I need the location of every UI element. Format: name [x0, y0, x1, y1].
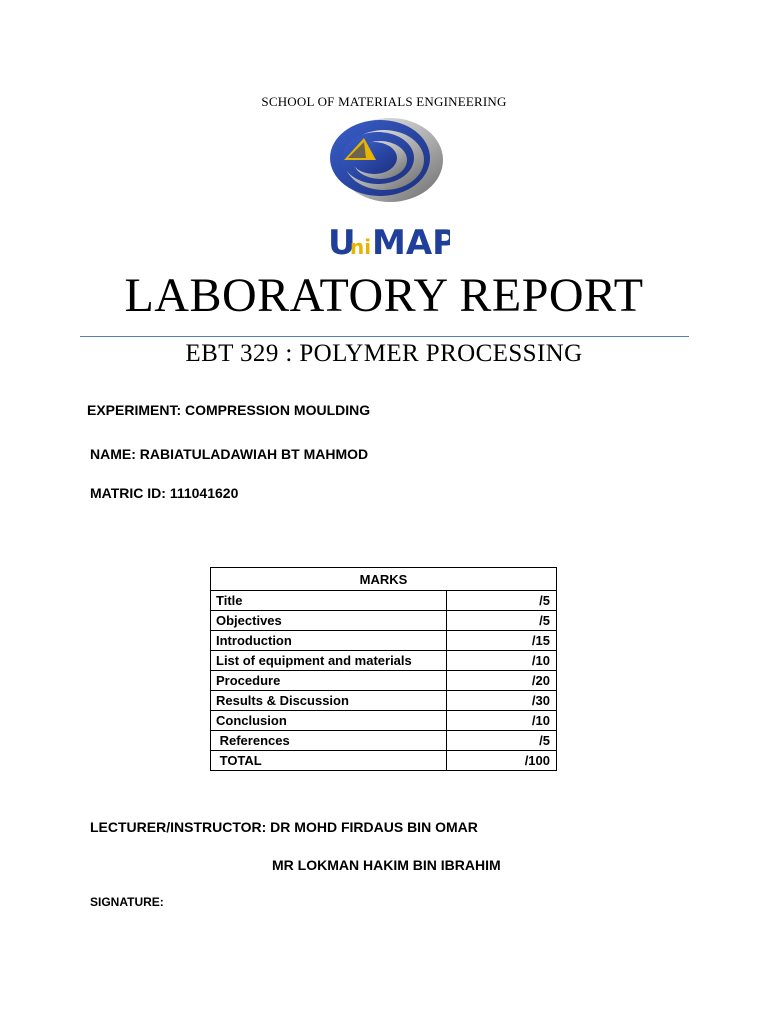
table-row	[211, 751, 557, 771]
marks-item: Procedure	[211, 671, 447, 691]
marks-header-row	[211, 568, 557, 591]
table-row	[211, 731, 557, 751]
name-field: NAME: RABIATULADAWIAH BT MAHMOD	[90, 446, 369, 462]
marks-score: /20	[447, 671, 557, 691]
table-row	[211, 631, 557, 651]
marks-total-label: TOTAL	[211, 751, 447, 771]
unimap-logo-icon	[322, 114, 450, 264]
marks-item: Title	[211, 591, 447, 611]
report-title: LABORATORY REPORT	[124, 269, 644, 322]
table-row	[211, 591, 557, 611]
school-name: SCHOOL OF MATERIALS ENGINEERING	[261, 94, 507, 109]
svg-text:U: U	[328, 223, 356, 263]
table-row	[211, 691, 557, 711]
marks-score: /5	[447, 611, 557, 631]
marks-table	[210, 567, 557, 771]
table-row	[211, 611, 557, 631]
svg-text:MAP: MAP	[372, 223, 450, 263]
marks-item: List of equipment and materials	[211, 651, 447, 671]
instructor-field: MR LOKMAN HAKIM BIN IBRAHIM	[272, 857, 501, 873]
marks-item: Introduction	[211, 631, 447, 651]
marks-header: MARKS	[211, 568, 557, 591]
table-row	[211, 651, 557, 671]
marks-total-score: /100	[447, 751, 557, 771]
table-row	[211, 671, 557, 691]
marks-score: /5	[447, 591, 557, 611]
marks-score: /5	[447, 731, 557, 751]
svg-text:ni: ni	[350, 235, 372, 259]
university-logo	[322, 114, 450, 264]
marks-score: /15	[447, 631, 557, 651]
marks-item: Objectives	[211, 611, 447, 631]
marks-item: References	[211, 731, 447, 751]
marks-item: Results & Discussion	[211, 691, 447, 711]
matric-field: MATRIC ID: 111041620	[90, 485, 239, 501]
marks-score: /30	[447, 691, 557, 711]
table-row	[211, 711, 557, 731]
lecturer-field: LECTURER/INSTRUCTOR: DR MOHD FIRDAUS BIN OMAR	[90, 819, 478, 835]
marks-score: /10	[447, 711, 557, 731]
experiment-field: EXPERIMENT: COMPRESSION MOULDING	[87, 402, 371, 418]
marks-score: /10	[447, 651, 557, 671]
marks-item: Conclusion	[211, 711, 447, 731]
signature-label: SIGNATURE:	[90, 895, 164, 909]
course-title: EBT 329 : POLYMER PROCESSING	[185, 340, 583, 367]
title-divider	[80, 336, 689, 337]
